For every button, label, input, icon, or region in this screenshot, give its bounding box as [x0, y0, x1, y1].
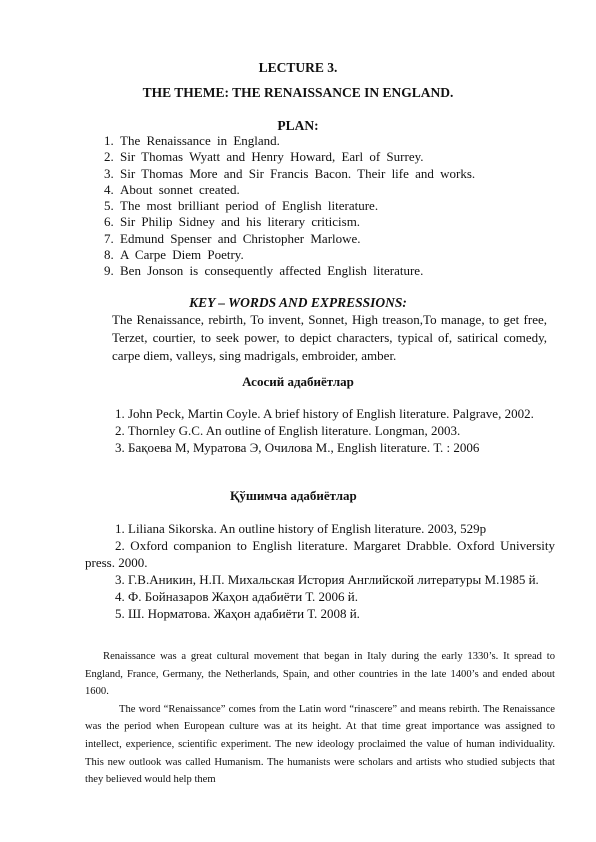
plan-item: 8. A Carpe Diem Poetry. — [120, 247, 560, 263]
body-paragraph: The word “Renaissance” comes from the Latin word “rinascere” and means rebirth. The Renaissance was the period when European culture was at its height. At that time great importance was assigned to intellect, experience, scientific experiment. The new ideology proclaimed the value of human individuality. This new outlook was called Humanism. The humanists were scholars and artists who studied subjects that they believed would help them — [85, 703, 555, 786]
reference-item: 2. Thornley G.C. An outline of English literature. Longman, 2003. — [115, 423, 461, 438]
body-paragraph: Renaissance was a great cultural movement that began in Italy during the early 1330’s. It spread to England, France, Germany, the Netherlands, Spain, and other countries in the late 1400’s and ended about 1600. — [85, 651, 555, 698]
key-words-text: The Renaissance, rebirth, To invent, Sonnet, High treason,To manage, to get free, Terzet, courtier, to seek power, to depict characters, typical of, satirical comedy, carpe diem, valleys, sing madrigals, embroider, amber. — [112, 312, 547, 363]
plan-heading: PLAN: — [277, 118, 319, 133]
lecture-number: LECTURE 3. — [258, 60, 338, 75]
plan-item: 3. Sir Thomas More and Sir Francis Bacon. Their life and works. — [120, 166, 560, 182]
reference-item: 5. Ш. Норматова. Жаҳон адабиёти Т. 2008 й. — [115, 606, 360, 621]
reference-item: 3. Г.В.Аникин, Н.П. Михальская История Английской литературы М.1985 й. — [115, 572, 539, 587]
plan-item: 5. The most brilliant period of English literature. — [120, 198, 560, 214]
plan-item: 7. Edmund Spenser and Christopher Marlowe. — [120, 231, 560, 247]
reference-item: 1. John Peck, Martin Coyle. A brief history of English literature. Palgrave, 2002. — [115, 406, 534, 421]
reference-item: 2. Oxford companion to English literature. Margaret Drabble. Oxford University press. 2000. — [85, 538, 555, 570]
lecture-body — [85, 648, 555, 789]
plan-item: 2. Sir Thomas Wyatt and Henry Howard, Earl of Surrey. — [120, 149, 560, 165]
reference-item: 4. Ф. Бойназаров Жаҳон адабиёти Т. 2006 й. — [115, 589, 358, 604]
plan-list — [98, 133, 560, 280]
additional-references-heading: Қўшимча адабиётлар — [230, 488, 357, 503]
reference-item: 3. Бақоева М, Муратова Э, Очилова М., English literature. Т. : 2006 — [115, 440, 480, 455]
key-words-heading: KEY – WORDS AND EXPRESSIONS: — [189, 295, 407, 310]
lecture-theme: THE THEME: THE RENAISSANCE IN ENGLAND. — [142, 85, 454, 100]
plan-item: 1. The Renaissance in England. — [120, 133, 560, 149]
additional-references-list — [85, 520, 555, 622]
main-references-list — [85, 405, 555, 456]
plan-item: 4. About sonnet created. — [120, 182, 560, 198]
plan-item: 6. Sir Philip Sidney and his literary criticism. — [120, 214, 560, 230]
plan-item: 9. Ben Jonson is consequently affected English literature. — [120, 263, 560, 279]
reference-item: 1. Liliana Sikorska. An outline history of English literature. 2003, 529p — [115, 521, 487, 536]
main-references-heading: Асосий адабиётлар — [242, 374, 354, 389]
